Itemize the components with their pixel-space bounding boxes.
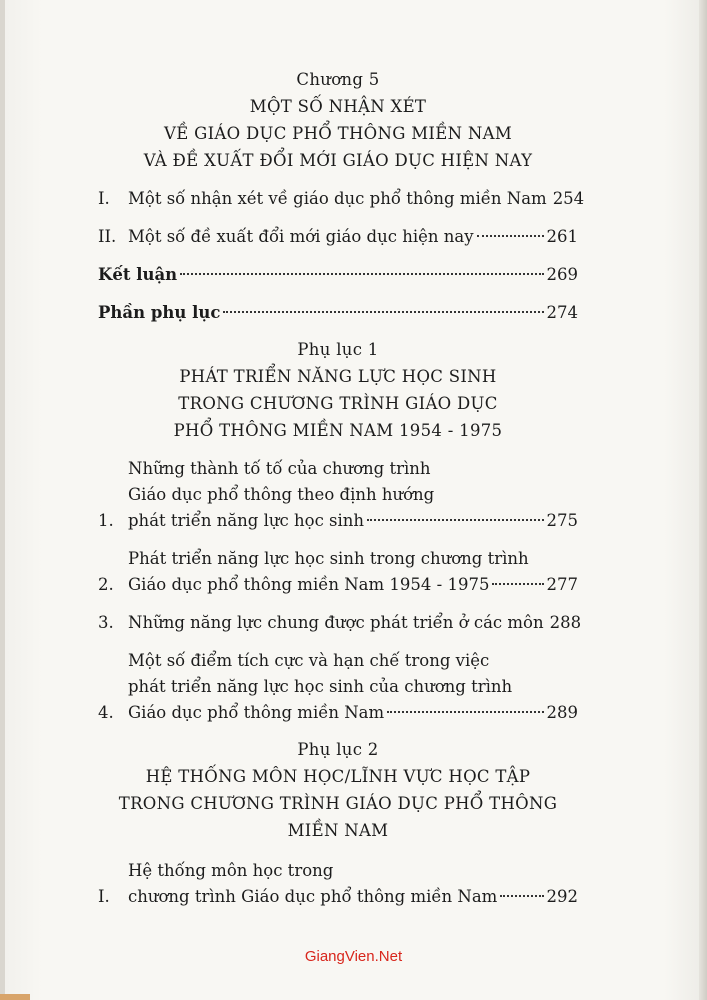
entry-title: Những năng lực chung được phát triển ở các môn	[128, 613, 544, 632]
chapter5-label: Chương 5	[296, 70, 380, 89]
leader-dots	[500, 895, 543, 897]
toc-entry[interactable]	[98, 186, 585, 212]
appendix1-heading	[98, 336, 578, 444]
appendix1-title-line: PHỔ THÔNG MIỀN NAM 1954 - 1975	[173, 421, 503, 440]
entry-page: 292	[546, 887, 578, 906]
appendix2-label: Phụ lục 2	[297, 740, 379, 759]
entry-title-line: Một số điểm tích cực và hạn chế trong việc	[128, 651, 490, 670]
entry-title-line: Giáo dục phổ thông miền Nam 1954 - 1975	[128, 575, 490, 594]
page-edge-left	[0, 0, 5, 1000]
leader-dots	[180, 273, 543, 275]
entry-page: 277	[546, 575, 578, 594]
toc-entry[interactable]	[98, 456, 578, 534]
entry-number: II.	[98, 227, 117, 246]
entry-title-line: Những thành tố tố của chương trình	[128, 459, 431, 478]
appendix2-heading	[98, 736, 578, 844]
appendix2-title-line: TRONG CHƯƠNG TRÌNH GIÁO DỤC PHỔ THÔNG	[118, 794, 558, 813]
page-corner	[0, 994, 30, 1000]
toc-entry[interactable]	[98, 610, 582, 636]
entry-number: 4.	[98, 703, 114, 722]
toc-entry[interactable]	[98, 224, 578, 250]
watermark: GiangVien.Net	[304, 948, 403, 965]
entry-number: 3.	[98, 613, 114, 632]
leader-dots	[492, 583, 543, 585]
chapter5-title-line: VÀ ĐỀ XUẤT ĐỔI MỚI GIÁO DỤC HIỆN NAY	[143, 151, 533, 170]
entry-number: I.	[98, 189, 110, 208]
entry-title-line: phát triển năng lực học sinh của chương trình	[128, 677, 513, 696]
toc-entry[interactable]	[98, 546, 578, 598]
appendix1-label: Phụ lục 1	[297, 340, 379, 359]
entry-page: 275	[546, 511, 578, 530]
entry-number: 2.	[98, 575, 114, 594]
entry-page: 254	[552, 189, 585, 208]
leader-dots	[477, 235, 544, 237]
page-edge-right	[699, 0, 707, 1000]
entry-number: I.	[98, 887, 110, 906]
entry-title-line: phát triển năng lực học sinh	[128, 511, 365, 530]
appendix2-title-line: MIỀN NAM	[287, 821, 389, 840]
entry-title: Một số nhận xét về giáo dục phổ thông miền Nam	[128, 189, 547, 208]
appendix2-title-line: HỆ THỐNG MÔN HỌC/LĨNH VỰC HỌC TẬP	[145, 767, 531, 786]
table-of-contents	[98, 66, 585, 910]
chapter5-title-line: VỀ GIÁO DỤC PHỔ THÔNG MIỀN NAM	[163, 124, 513, 143]
entry-page: 274	[546, 303, 578, 322]
toc-entry-ket-luan[interactable]	[98, 262, 578, 288]
appendix1-title-line: PHÁT TRIỂN NĂNG LỰC HỌC SINH	[179, 367, 497, 386]
chapter5-title-line: MỘT SỐ NHẬN XÉT	[249, 97, 427, 116]
leader-dots	[367, 519, 543, 521]
entry-title-line: chương trình Giáo dục phổ thông miền Nam	[128, 887, 498, 906]
toc-entry[interactable]	[98, 648, 578, 726]
toc-entry-phan-phu-luc[interactable]	[98, 300, 578, 326]
entry-title-line: Giáo dục phổ thông theo định hướng	[128, 485, 435, 504]
entry-title-line: Phát triển năng lực học sinh trong chương trình	[128, 549, 529, 568]
entry-page: 289	[546, 703, 578, 722]
toc-entry[interactable]	[98, 858, 578, 910]
leader-dots	[387, 711, 543, 713]
chapter5-heading	[98, 66, 578, 174]
leader-dots	[223, 311, 543, 313]
entry-number: 1.	[98, 511, 114, 530]
entry-title: Một số đề xuất đổi mới giáo dục hiện nay	[128, 227, 474, 246]
entry-page: 261	[546, 227, 578, 246]
entry-page: 269	[546, 265, 578, 284]
entry-title-line: Hệ thống môn học trong	[128, 861, 334, 880]
entry-title-line: Giáo dục phổ thông miền Nam	[128, 703, 385, 722]
entry-title: Kết luận	[98, 265, 178, 284]
entry-page: 288	[549, 613, 582, 632]
entry-title: Phần phụ lục	[98, 303, 221, 322]
appendix1-title-line: TRONG CHƯƠNG TRÌNH GIÁO DỤC	[178, 394, 498, 413]
